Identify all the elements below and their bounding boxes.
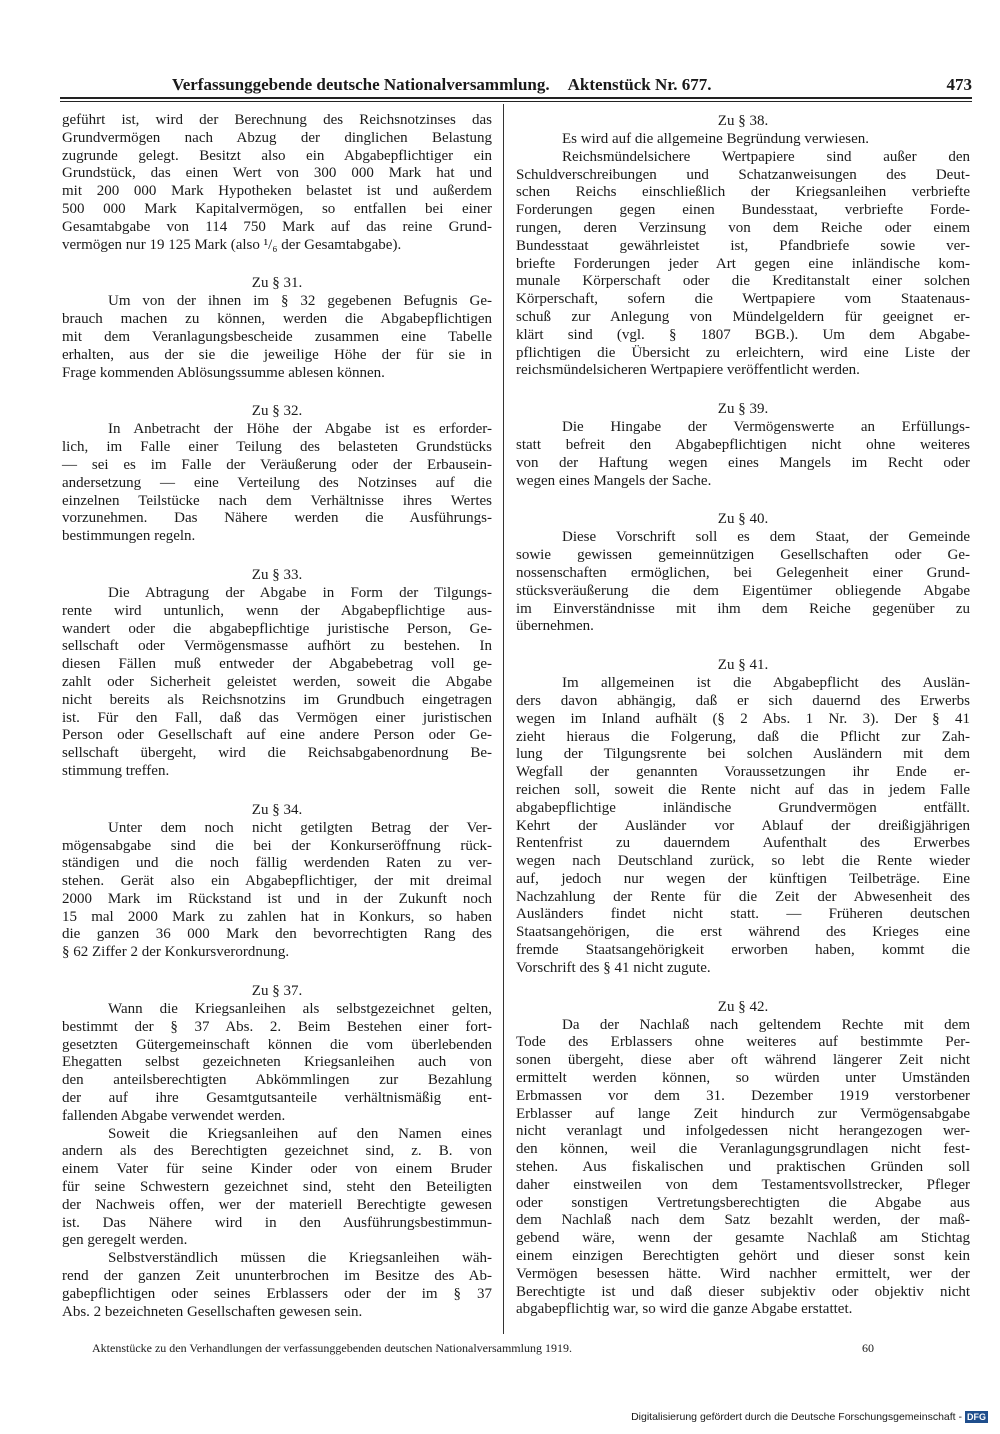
paragraph [516,675,970,978]
text-line: Nachzahlung der Rente für die Zeit der Abwesenheit des [516,888,970,905]
paragraph [516,419,970,490]
text-line: Diese Vorschrift soll es dem Staat, der Gemeinde [562,529,970,546]
text-line: reichen soll, soweit die Rente nicht auf das in jedem Falle [516,781,970,798]
text-line: Da der Nachlaß nach geltendem Rechte mit dem [562,1016,970,1033]
text-line: Um von der ihnen im § 32 gegebenen Befugnis Ge- [108,293,492,310]
text-line: Staatsangehörigen, die erst während des Krieges eine [516,924,970,941]
text-line: Im allgemeinen ist die Abgabepflicht des Auslän- [562,675,970,692]
text-line: gen geregelt werden. [62,1232,188,1249]
text-line: abgabepflichtige inländische Grundvermögen entfällt. [516,799,970,816]
section [516,400,970,490]
section [516,510,970,636]
text-line: einem einzigen Berechtigten gehört und dieser sonst kein [516,1248,970,1265]
section [62,982,492,1321]
text-line: der Nachweis offen, wer der materiell Berechtigte gewesen [62,1196,492,1213]
header-rule-thin [60,101,972,102]
text-line: Unter dem noch nicht getilgten Betrag der Ver- [108,819,492,836]
text-line: 15 mal 2000 Mark zu zahlen hat in Konkurs, so haben [62,908,492,925]
text-line: wandert oder die abgabepflichtige juristische Person, Ge- [62,620,492,637]
paragraph [62,421,492,546]
text-line: stimmung treffen. [62,762,170,779]
text-line: oder sonstigen Vertretungsberechtigten die Abgabe aus [516,1194,970,1211]
text-line: klärt sind (vgl. § 1807 BGB.). Um dem Abgabe- [516,326,970,343]
text-line: Grundstück, das einen Wert von 300 000 Mark hat und [62,165,492,182]
text-line: Die Abtragung der Abgabe in Form der Tilgungs- [108,584,492,601]
text-line: Erblasser auf lange Zeit hindurch zur Vermögensabgabe [516,1105,970,1122]
text-line: Selbstverständlich müssen die Kriegsanleihen wäh- [108,1250,492,1267]
page-number: 473 [946,75,972,94]
digitization-credit [631,1411,988,1423]
paragraph [516,1017,970,1320]
text-line: rend der ganzen Zeit ununterbrochen im Besitze des Ab- [62,1268,492,1285]
text-line: nossenschaften ermöglichen, bei Gelegenheit einer Grund- [516,564,970,581]
credit-text: Digitalisierung gefördert durch die Deutsche Forschungsgemeinschaft - [631,1411,962,1423]
left-column [62,112,492,1321]
text-line: gabepflichtigen oder seines Erblassers oder der im § 37 [62,1285,492,1302]
text-line: Erbmassen vor dem 31. Dezember 1919 verstorbener [516,1087,970,1104]
text-line: munale Körperschaft oder die Kreditanstalt einer solchen [516,273,970,290]
text-line: einzelnen Teilstücke nach dem Verhältnisse ihres Wertes [62,492,492,509]
paragraph [62,112,492,254]
text-line: Gesamtabgabe von 114 750 Mark auf das reine Grund- [62,218,492,235]
text-line: abgabepflichtig war, so wird die ganze Abgabe erstattet. [516,1301,853,1318]
section-heading: Zu § 41. [717,657,769,674]
section-heading: Zu § 33. [251,566,303,583]
text-line: zugrunde gelegt. Besitzt also ein Abgabepflichtiger ein [62,147,492,164]
text-line: der auf ihre Gesamtgutsanteile verhältnismäßig ent- [62,1090,492,1107]
text-line: Frage kommenden Ablösungssumme ablesen können. [62,364,385,381]
text-line: wegen nach Deutschland zurück, so lebt die Rente wieder [516,853,970,870]
paragraph [62,820,492,962]
header-rule [60,97,972,99]
section [62,402,492,546]
section [62,566,492,781]
section-heading: Zu § 40. [717,511,769,528]
text-line: sowie gewissen gemeinnützigen Gesellschaften oder Ge- [516,547,970,564]
text-line: nicht bereits als Reichsnotzins im Grundbuch eingetragen [62,691,492,708]
text-line: ermittelt werden können, so würden unter Umständen [516,1070,970,1087]
text-line: mit dem Veranlagungsbescheide zusammen eine Tabelle [62,328,492,345]
text-line: statt befreit den Abgabepflichtigen nicht ohne weiteres [516,436,970,453]
section-heading: Zu § 42. [717,998,769,1015]
text-line: den können, weil die Veranlagungsgrundlagen nicht fest- [516,1141,970,1158]
text-line: Forderungen gegen einen Bundesstaat, verbriefte Forde- [516,202,970,219]
text-line: die ganzen 36 000 Mark den bevorrechtigten Rang des [62,926,492,943]
text-line: Schuldverschreibungen und Schatzanweisungen des Deut- [516,166,970,183]
header-title: Verfassunggebende deutsche Nationalversammlung. [172,75,550,94]
section-heading: Zu § 32. [251,403,303,420]
column-divider [503,104,504,1334]
text-line: § 62 Ziffer 2 der Konkursverordnung. [62,944,290,961]
text-line: sonen übergeht, diese aber oft während längerer Zeit nicht [516,1052,970,1069]
text-line: rente wird untunlich, wenn der Abgabepflichtige aus- [62,602,492,619]
document-number: Aktenstück Nr. 677. [567,75,712,94]
text-line: sellschaft oder Vermögensmasse aufhört zu bestehen. In [62,638,492,655]
text-line: diesen Fällen muß entweder der Abgabebetrag voll ge- [62,656,492,673]
text-line: vorzunehmen. Das Nähere werden die Ausführungs- [62,510,492,527]
text-line: für seine Schwestern gezeichnet sind, steht den Beteiligten [62,1179,492,1196]
text-line: auf, jedoch nur wegen der künftigen Teilbeträge. Eine [516,870,970,887]
text-line: Wegfall der genannten Voraussetzungen ihr Ende er- [516,764,970,781]
section [62,801,492,962]
text-line: briefte Forderungen jeder Art gegen eine inländische kom- [516,255,970,272]
text-line: gebend wäre, wenn der gesamte Nachlaß am Stichtag [516,1230,970,1247]
paragraph [516,131,970,149]
text-line: wegen im Inland aufhält (§ 2 Abs. 1 Nr. 3). Der § 41 [516,710,970,727]
text-line: stehen. Aus fiskalischen und praktischen Gründen soll [516,1159,970,1176]
text-line: Ehegatten selbst gezeichneten Kriegsanleihen auch von [62,1054,492,1071]
text-line: lung der Tilgungsrente bei solchen Ausländern mit dem [516,746,970,763]
text-line: Berechtigte ist und daß dieser subjektiv oder objektiv nicht [516,1283,970,1300]
text-line: schen Reichs einschließlich der Kriegsanleihen verbriefte [516,184,970,201]
text-line: Person oder Gesellschaft auf eine andere Person oder Ge- [62,727,492,744]
footer-text: Aktenstücke zu den Verhandlungen der verfassunggebenden deutschen Nationalversammlung 1919. [92,1341,572,1355]
section [516,998,970,1320]
section-heading: Zu § 37. [251,983,303,1000]
text-line: In Anbetracht der Höhe der Abgabe ist es erforder- [108,421,492,438]
section [62,112,492,254]
text-line: übernehmen. [516,618,594,635]
section-heading: Zu § 34. [251,801,303,818]
text-line: gesetzten Gütergemeinschaft können die vom überlebenden [62,1036,492,1053]
text-line: geführt ist, wird der Berechnung des Reichsnotzinses das [62,112,492,128]
sheet-number: 60 [862,1341,874,1355]
text-line: rungen, deren Verzinsung von dem Reiche oder einem [516,219,970,236]
text-line: Es wird auf die allgemeine Begründung verwiesen. [562,131,869,147]
text-line: vermögen nur 19 125 Mark (also ¹/₆ der Gesamtabgabe). [62,236,402,253]
paragraph [62,1001,492,1126]
text-line: bestimmungen regeln. [62,528,196,545]
section-heading: Zu § 31. [251,275,303,292]
text-line: nicht veranlagt und infolgedessen nicht herangezogen wer- [516,1123,970,1140]
text-line: Vorschrift des § 41 nicht zugute. [516,959,711,976]
text-line: andern als des Berechtigten gezeichnet sind, z. B. von [62,1143,492,1160]
text-line: stehen. Gerät also ein Abgabepflichtiger, der mit dreimal [62,873,492,890]
text-line: wegen eines Mangels der Sache. [516,472,712,489]
text-line: von der Haftung wegen eines Mangels im Recht oder [516,454,970,471]
paragraph [516,149,970,380]
text-line: Abs. 2 bezeichneten Gesellschaften gewesen sein. [62,1303,363,1320]
text-line: stücksveräußerung die dem Eigentümer obliegende Abgabe [516,582,970,599]
paragraph [62,293,492,382]
text-line: Tode des Erblassers ohne weiteres auf bestimmte Per- [516,1034,970,1051]
text-line: erhalten, aus der sie die jeweilige Höhe der für sie in [62,346,492,363]
text-line: ist. Für den Fall, daß das Vermögen einer juristischen [62,709,492,726]
text-line: zahlt oder Sicherheit geleistet werden, soweit die Abgabe [62,673,492,690]
running-header [172,74,972,96]
text-line: mögensabgabe sind die bei der Konkurseröffnung rück- [62,837,492,854]
paragraph [62,1126,492,1251]
text-line: zieht hieraus die Folgerung, daß die Pflicht zur Zah- [516,728,970,745]
text-line: Soweit die Kriegsanleihen auf den Namen eines [108,1125,492,1142]
text-line: andersetzung — eine Verteilung des Notzinses auf die [62,474,492,491]
text-line: 2000 Mark im Rückstand ist und in der Zukunft noch [62,890,492,907]
paragraph [62,1250,492,1321]
text-line: Grundvermögen nach Abzug der dinglichen Belastung [62,129,492,146]
right-column [516,112,970,1319]
text-line: Rentenfrist zu dauerndem Aufenthalt des Erwerbes [516,835,970,852]
text-line: daher einstweilen von dem Testamentsvollstrecker, Pfleger [516,1176,970,1193]
text-line: brauch machen zu können, werden die Abgabepflichtigen [62,311,492,328]
section-heading: Zu § 38. [717,113,769,129]
text-line: ständigen und die noch fällig werdenden Raten zu ver- [62,855,492,872]
text-line: sellschaft übergeht, wird die Reichsabgabenordnung Be- [62,745,492,762]
text-line: bestimmt der § 37 Abs. 2. Beim Bestehen einer fort- [62,1018,492,1035]
text-line: Kehrt der Ausländer vor Ablauf der dreißigjährigen [516,817,970,834]
text-line: reichsmündelsicheren Wertpapiere veröffentlicht werden. [516,362,860,379]
text-line: Die Hingabe der Vermögenswerte an Erfüllungs- [562,419,970,436]
text-line: 500 000 Mark Kapitalvermögen, so entfallen bei einer [62,200,492,217]
text-line: einem Vater für seine Kinder oder von einem Bruder [62,1161,492,1178]
section-heading: Zu § 39. [717,401,769,418]
text-line: Ausländers findet nicht statt. — Früheren deutschen [516,906,970,923]
text-line: Wann die Kriegsanleihen als selbstgezeichnet gelten, [108,1001,492,1018]
section [516,656,970,978]
text-line: ders davon abhängig, daß er sich dauernd des Erwerbs [516,692,970,709]
footer [92,1340,874,1356]
section [516,112,970,380]
text-line: im Einverständnisse mit ihm dem Reiche gegenüber zu [516,600,970,617]
text-line: mit 200 000 Mark Hypotheken belastet ist und außerdem [62,183,492,200]
text-line: den anteilsberechtigten Abkömmlingen zur Bezahlung [62,1072,492,1089]
paragraph [516,529,970,636]
text-line: dem Nachlaß nach dem Satz bezahlt werden, der maß- [516,1212,970,1229]
text-line: Bundesstaat gewährleistet ist, Pfandbriefe sowie ver- [516,237,970,254]
text-line: schuß zur Anlegung von Mündelgeldern für geeignet er- [516,308,970,325]
text-line: ist. Das Nähere wird in den Ausführungsbestimmun- [62,1214,492,1231]
section [62,274,492,382]
text-line: fallenden Abgabe verwendet werden. [62,1107,286,1124]
text-line: Vermögen besessen hätte. Wird nachher ermittelt, wer der [516,1265,970,1282]
text-line: — sei es im Falle der Veräußerung oder der Erbausein- [62,456,492,473]
text-line: Reichsmündelsichere Wertpapiere sind außer den [562,148,970,165]
text-line: Körperschaft, sofern die Wertpapiere vom Staatenaus- [516,291,970,308]
text-line: fremde Staatsangehörigkeit erworben haben, kommt die [516,942,970,959]
text-line: pflichtigen die Übersicht zu erleichtern, wird eine Liste der [516,344,970,361]
paragraph [62,585,492,781]
text-line: lich, im Falle einer Teilung des belasteten Grundstücks [62,439,492,456]
dfg-logo: DFG [967,1412,986,1422]
